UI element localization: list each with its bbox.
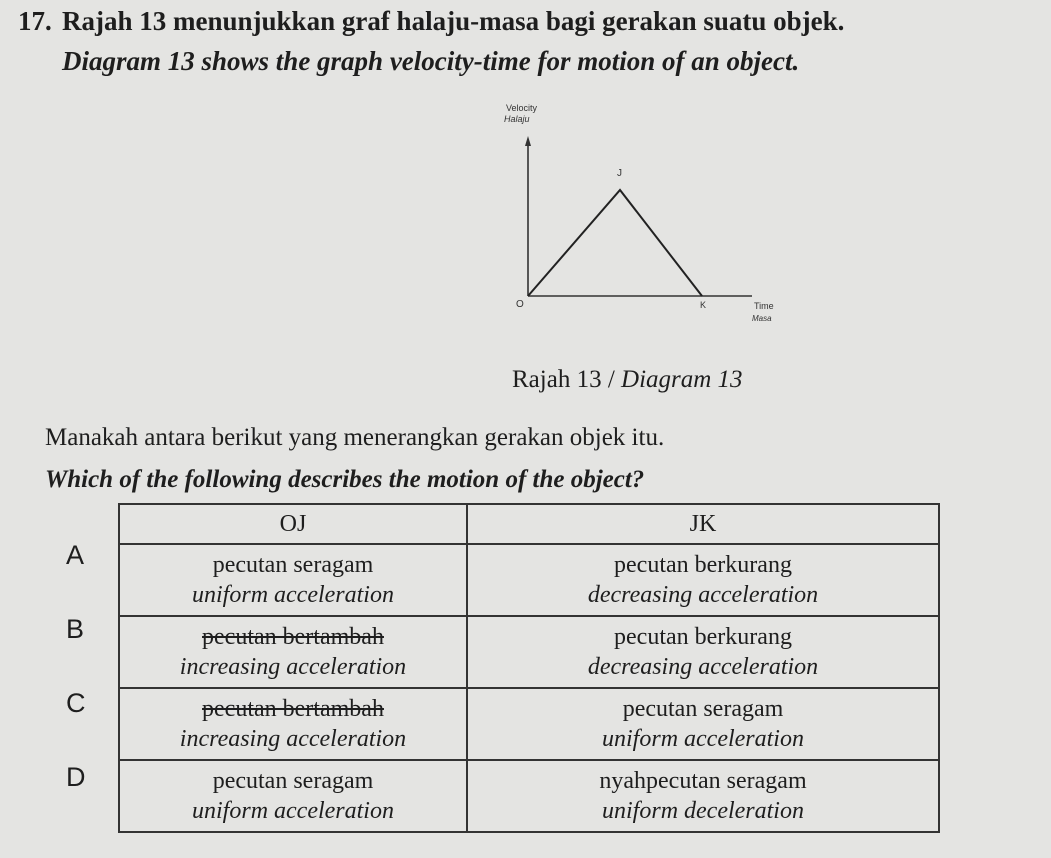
option-row-d[interactable]	[119, 760, 939, 832]
velocity-time-graph	[490, 100, 810, 340]
option-c-oj-en: increasing acceleration	[179, 726, 407, 752]
option-letter-c[interactable]: C	[66, 688, 86, 718]
option-d-jk-ms: nyahpecutan seragam	[599, 768, 807, 794]
option-d-oj-en: uniform acceleration	[192, 798, 394, 824]
option-d-oj-ms: pecutan seragam	[212, 768, 374, 794]
option-letter-d[interactable]: D	[66, 762, 86, 792]
x-axis-label-en: Time	[754, 301, 774, 311]
option-d-jk	[467, 760, 939, 832]
option-a-oj	[119, 544, 467, 616]
y-axis-arrow	[525, 136, 531, 146]
x-axis-label-ms: Masa	[752, 314, 772, 323]
question-text-ms: Rajah 13 menunjukkan graf halaju-masa bagi gerakan suatu objek.	[62, 6, 845, 36]
end-label: K	[700, 300, 707, 310]
y-axis-label-ms: Halaju	[504, 114, 530, 124]
option-a-oj-ms: pecutan seragam	[212, 552, 374, 578]
option-c-jk-en: uniform acceleration	[602, 726, 804, 752]
peak-label: J	[617, 168, 622, 179]
option-d-jk-en: uniform deceleration	[602, 798, 804, 824]
option-b-jk-en: decreasing acceleration	[587, 654, 819, 680]
option-a-jk-ms: pecutan berkurang	[614, 552, 792, 578]
y-axis-label-en: Velocity	[506, 103, 538, 113]
option-a-oj-en: uniform acceleration	[192, 582, 394, 608]
option-b-jk	[467, 616, 939, 688]
options-table	[118, 503, 940, 833]
option-d-oj	[119, 760, 467, 832]
option-row-c[interactable]	[119, 688, 939, 760]
caption-ms: Rajah 13 /	[512, 366, 615, 393]
option-b-jk-ms: pecutan berkurang	[614, 624, 792, 650]
option-c-jk	[467, 688, 939, 760]
option-b-oj-en: increasing acceleration	[179, 654, 407, 680]
option-c-oj	[119, 688, 467, 760]
diagram-caption	[512, 366, 743, 394]
question-text-en: Diagram 13 shows the graph velocity-time for motion of an object.	[62, 46, 800, 76]
option-b-oj-ms: pecutan bertambah	[202, 624, 384, 650]
option-a-jk-en: decreasing acceleration	[587, 582, 819, 608]
prompt-ms: Manakah antara berikut yang menerangkan gerakan objek itu.	[45, 424, 665, 451]
option-a-jk	[467, 544, 939, 616]
header-oj: OJ	[119, 504, 467, 544]
table-header-row	[119, 504, 939, 544]
option-letter-b[interactable]: B	[66, 614, 85, 644]
option-row-b[interactable]	[119, 616, 939, 688]
option-c-jk-ms: pecutan seragam	[622, 696, 784, 722]
option-b-oj	[119, 616, 467, 688]
velocity-line	[528, 190, 702, 296]
option-row-a[interactable]	[119, 544, 939, 616]
question-number: 17.	[18, 6, 52, 36]
caption-en: Diagram 13	[621, 366, 743, 393]
option-letter-a[interactable]: A	[66, 540, 85, 570]
header-jk: JK	[467, 504, 939, 544]
origin-label: O	[516, 299, 524, 310]
option-c-oj-ms: pecutan bertambah	[202, 696, 384, 722]
prompt-en: Which of the following describes the motion of the object?	[45, 466, 645, 493]
